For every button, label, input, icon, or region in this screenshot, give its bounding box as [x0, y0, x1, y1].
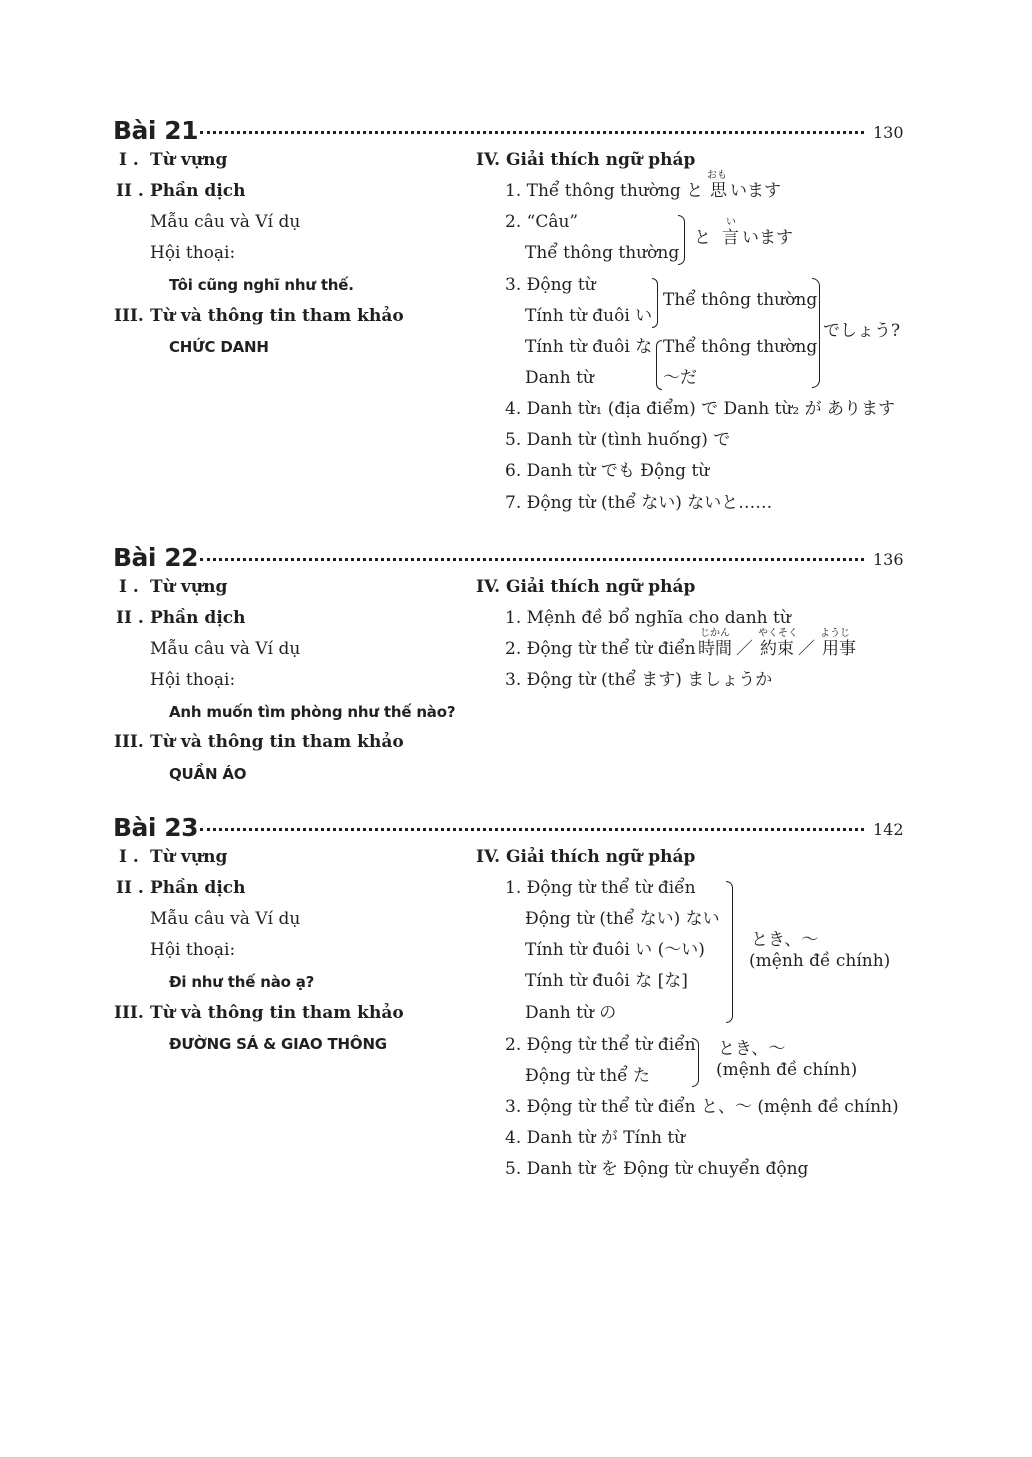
grammar-item: 5. Danh từ (tình huống) で — [505, 430, 731, 450]
furigana: やくそく — [758, 628, 798, 639]
grammar-header: IV. Giải thích ngữ pháp — [476, 847, 696, 867]
brace — [692, 1038, 699, 1087]
grammar-ending: (mệnh đề chính) — [716, 1060, 858, 1080]
grammar-item: 5. Danh từ を Động từ chuyển động — [505, 1159, 809, 1179]
section-translation: Phần dịch — [150, 878, 246, 898]
grammar-kanji: 用事 — [822, 639, 856, 659]
section-number: III. — [114, 732, 144, 752]
page-number: 136 — [873, 550, 904, 569]
conversation-label: Hội thoại: — [150, 243, 236, 263]
grammar-item: 2. “Câu” — [505, 212, 579, 232]
separator: ／ — [798, 639, 815, 659]
sentence-patterns: Mẫu câu và Ví dụ — [150, 639, 301, 659]
reference-topic: ĐƯỜNG SÁ & GIAO THÔNG — [169, 1035, 387, 1053]
grammar-item: 1. Động từ thể từ điển — [505, 878, 696, 898]
lesson-title: Bài 22 — [113, 543, 198, 572]
grammar-item: 6. Danh từ でも Động từ — [505, 461, 710, 481]
brace — [656, 340, 662, 390]
section-number: I . — [119, 150, 139, 170]
grammar-kanji: 約束 — [760, 639, 794, 659]
lesson-title: Bài 21 — [113, 116, 198, 145]
grammar-kana: います — [742, 228, 793, 248]
section-reference: Từ và thông tin tham khảo — [150, 306, 404, 326]
conversation-label: Hội thoại: — [150, 670, 236, 690]
grammar-form: Thể thông thường — [663, 290, 818, 310]
grammar-item: 1. Thể thông thường と — [505, 181, 704, 201]
grammar-item: 3. Động từ (thể ます) ましょうか — [505, 670, 773, 690]
sentence-patterns: Mẫu câu và Ví dụ — [150, 212, 301, 232]
section-reference: Từ và thông tin tham khảo — [150, 1003, 404, 1023]
brace — [678, 215, 685, 265]
section-reference: Từ và thông tin tham khảo — [150, 732, 404, 752]
sentence-patterns: Mẫu câu và Ví dụ — [150, 909, 301, 929]
section-number: I . — [119, 577, 139, 597]
grammar-subitem: Động từ (thể ない) ない — [525, 909, 720, 929]
grammar-subitem: Tính từ đuôi い (～い) — [525, 940, 705, 960]
section-number: III. — [114, 1003, 144, 1023]
grammar-subitem: Danh từ — [525, 368, 594, 388]
grammar-kanji: 言 — [722, 228, 739, 248]
section-number: II . — [116, 608, 144, 628]
section-vocabulary: Từ vựng — [150, 847, 228, 867]
grammar-subitem: Danh từ の — [525, 1003, 617, 1023]
section-number: I . — [119, 847, 139, 867]
brace — [652, 278, 658, 328]
conversation-title: Anh muốn tìm phòng như thế nào? — [169, 703, 456, 721]
grammar-item: 7. Động từ (thể ない) ないと…… — [505, 493, 773, 513]
grammar-ending: (mệnh đề chính) — [749, 951, 891, 971]
page-number: 142 — [873, 820, 904, 839]
section-number: II . — [116, 181, 144, 201]
lesson-title: Bài 23 — [113, 813, 198, 842]
section-number: III. — [114, 306, 144, 326]
grammar-header: IV. Giải thích ngữ pháp — [476, 150, 696, 170]
grammar-subitem: Tính từ đuôi な — [525, 337, 653, 357]
grammar-item: 2. Động từ thể từ điển — [505, 1035, 696, 1055]
furigana: じかん — [700, 628, 730, 639]
leader-dots — [200, 828, 864, 831]
section-translation: Phần dịch — [150, 608, 246, 628]
furigana: ようじ — [820, 628, 850, 639]
grammar-ending: でしょう? — [823, 321, 901, 341]
grammar-form: ～だ — [663, 368, 697, 388]
grammar-subitem: Tính từ đuôi な [な] — [525, 971, 688, 991]
grammar-subitem: Tính từ đuôi い — [525, 306, 653, 326]
grammar-item: 3. Động từ — [505, 275, 596, 295]
grammar-form: Thể thông thường — [663, 337, 818, 357]
brace — [812, 278, 820, 388]
conversation-label: Hội thoại: — [150, 940, 236, 960]
conversation-title: Đi như thế nào ạ? — [169, 973, 315, 991]
grammar-kanji: 時間 — [698, 639, 732, 659]
grammar-ending: とき、～ — [718, 1039, 786, 1059]
furigana: い — [726, 217, 736, 228]
conversation-title: Tôi cũng nghĩ như thế. — [169, 276, 354, 294]
grammar-item: 3. Động từ thể từ điển と、～ (mệnh đề chính) — [505, 1097, 899, 1117]
grammar-header: IV. Giải thích ngữ pháp — [476, 577, 696, 597]
page-number: 130 — [873, 123, 904, 142]
section-vocabulary: Từ vựng — [150, 150, 228, 170]
reference-topic: QUẦN ÁO — [169, 765, 247, 783]
grammar-particle: と — [694, 228, 711, 248]
grammar-subitem: Động từ thể た — [525, 1066, 651, 1086]
furigana: おも — [707, 170, 727, 181]
brace — [726, 881, 733, 1023]
grammar-ending: とき、～ — [751, 930, 819, 950]
grammar-item: 2. Động từ thể từ điển — [505, 639, 696, 659]
leader-dots — [200, 558, 864, 561]
section-vocabulary: Từ vựng — [150, 577, 228, 597]
separator: ／ — [736, 639, 753, 659]
section-number: II . — [116, 878, 144, 898]
reference-topic: CHỨC DANH — [169, 338, 269, 356]
grammar-kanji: 思 — [710, 181, 727, 201]
grammar-item: 1. Mệnh đề bổ nghĩa cho danh từ — [505, 608, 791, 628]
grammar-subitem: Thể thông thường — [525, 243, 680, 263]
leader-dots — [200, 131, 864, 134]
section-translation: Phần dịch — [150, 181, 246, 201]
grammar-kana: います — [730, 181, 781, 201]
grammar-item: 4. Danh từ が Tính từ — [505, 1128, 686, 1148]
grammar-item: 4. Danh từ₁ (địa điểm) で Danh từ₂ が あります — [505, 399, 895, 419]
